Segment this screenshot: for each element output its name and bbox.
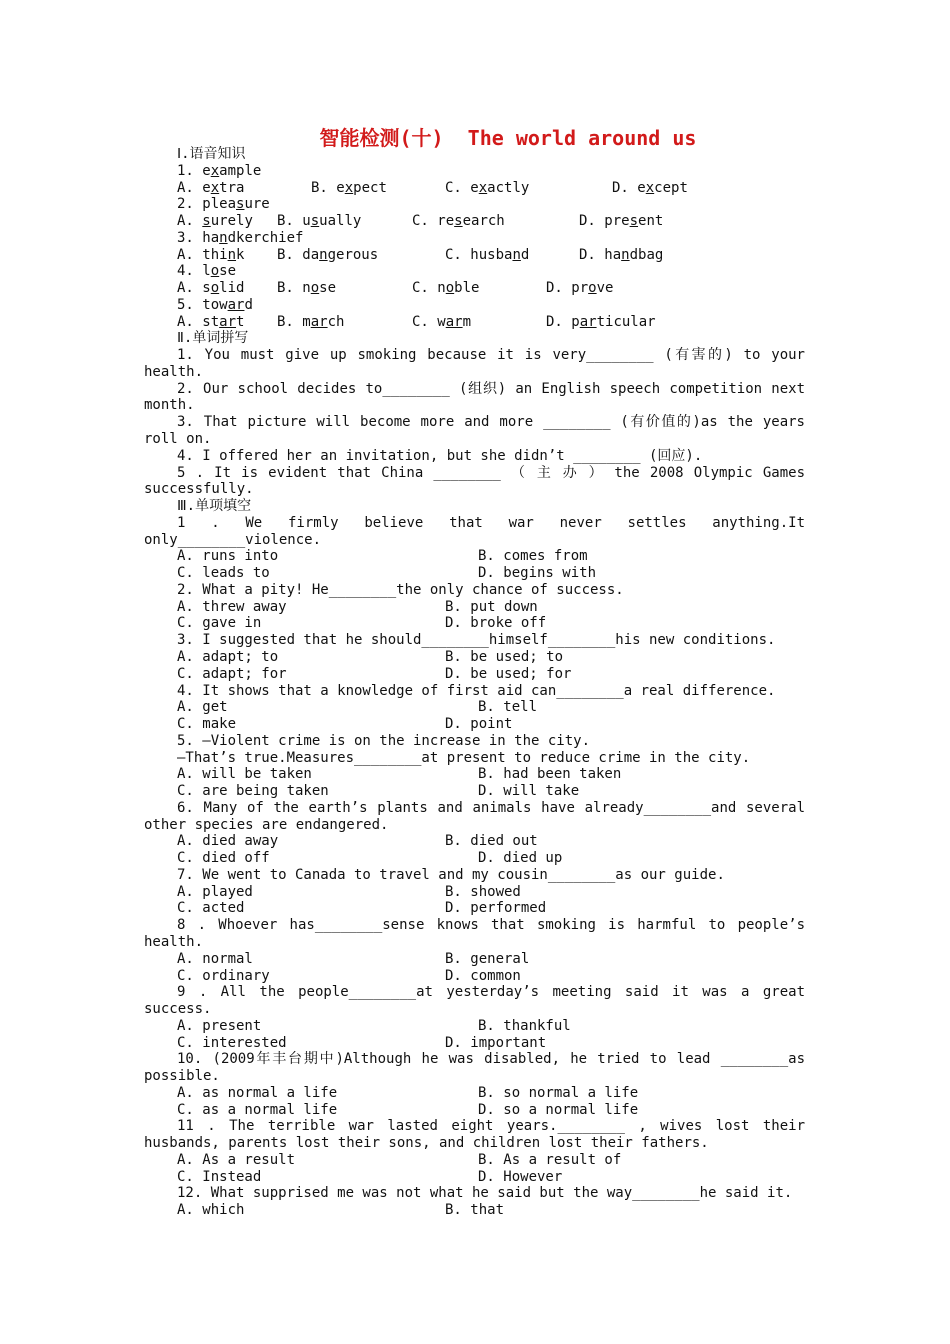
- question-line: [0, 448, 950, 465]
- option: A. As a result: [177, 1151, 296, 1168]
- option-row: [0, 548, 950, 565]
- option: A. get: [177, 699, 228, 716]
- question-line: [0, 414, 950, 431]
- question-text: 3. I suggested that he should________himself________his new conditions.: [177, 632, 776, 649]
- option: D. broke off: [445, 615, 547, 632]
- question-text: 2. What a pity! He________the only chance of success.: [177, 581, 624, 598]
- word-stem: 5. toward: [177, 296, 253, 313]
- question-text-wrap: —That’s true.Measures________at present to reduce crime in the city.: [177, 749, 751, 766]
- option-row: [0, 1152, 950, 1169]
- option: A. start: [177, 313, 245, 330]
- question-text: 8 . Whoever has________sense knows that smoking is harmful to people’s: [177, 917, 805, 934]
- section-heading: Ⅰ.语音知识: [177, 146, 246, 162]
- question-line: [0, 917, 950, 934]
- option: B. expect: [311, 179, 387, 196]
- question-continuation: [0, 431, 950, 448]
- question-text: 4. I offered her an invitation, but she didn’t ________ (回应).: [177, 447, 703, 464]
- option-row: [0, 951, 950, 968]
- question-line: [0, 1051, 950, 1068]
- option: B. dangerous: [277, 246, 379, 263]
- option-row: [0, 1202, 950, 1219]
- option: D. point: [445, 716, 513, 733]
- option: D. handbag: [579, 246, 664, 263]
- option: A. as normal a life: [177, 1084, 338, 1101]
- option-row: [0, 1169, 950, 1186]
- option: B. be used; to: [445, 648, 564, 665]
- question-text: 9 . All the people________at yesterday’s meeting said it was a great: [177, 984, 805, 1001]
- option-row: [0, 716, 950, 733]
- question-continuation: [0, 397, 950, 414]
- option: A. runs into: [177, 548, 279, 565]
- section-heading: Ⅲ.单项填空: [177, 498, 252, 515]
- question-line: [0, 800, 950, 817]
- option-row: [0, 565, 950, 582]
- question-text: 4. It shows that a knowledge of first aid can________a real difference.: [177, 682, 776, 699]
- question-text: 5. —Violent crime is on the increase in the city.: [177, 732, 591, 749]
- option: C. as a normal life: [177, 1101, 338, 1118]
- option: B. had been taken: [478, 766, 622, 783]
- word-stem: 3. handkerchief: [177, 229, 304, 246]
- question-text-wrap: possible.: [144, 1068, 220, 1085]
- option-row: [0, 615, 950, 632]
- option-row: [0, 213, 950, 230]
- option-row: [0, 766, 950, 783]
- question-line: [0, 347, 950, 364]
- option-row: [0, 649, 950, 666]
- option: D. will take: [478, 783, 580, 800]
- option-row: [0, 280, 950, 297]
- option: B. usually: [277, 213, 362, 230]
- option-row: [0, 833, 950, 850]
- section-heading: [0, 146, 950, 163]
- question-text-wrap: health.: [144, 363, 204, 380]
- exercise-content: [0, 146, 950, 1219]
- question-text: 5 . It is evident that China ________ （ 主 办 ） the 2008 Olympic Games: [177, 464, 805, 481]
- question-text-wrap: month.: [144, 397, 195, 414]
- option: A. think: [177, 246, 245, 263]
- option: A. solid: [177, 280, 245, 297]
- option: C. adapt; for: [177, 665, 287, 682]
- page-title: 智能检测(十) The world around us: [319, 126, 697, 150]
- option: C. Instead: [177, 1168, 262, 1185]
- option-row: [0, 968, 950, 985]
- question-text: 3. That picture will become more and more ________ (有价值的)as the years: [177, 414, 805, 431]
- question-line: [0, 683, 950, 700]
- option: A. will be taken: [177, 766, 312, 783]
- question-line: [0, 632, 950, 649]
- option-row: [0, 850, 950, 867]
- option: D. prove: [546, 280, 614, 297]
- option: C. warm: [412, 313, 472, 330]
- option: B. nose: [277, 280, 337, 297]
- question-continuation: [0, 481, 950, 498]
- question-stem: [0, 263, 950, 280]
- question-stem: [0, 163, 950, 180]
- question-text-wrap: other species are endangered.: [144, 816, 389, 833]
- option: B. comes from: [478, 548, 588, 565]
- question-continuation: [0, 1068, 950, 1085]
- question-text-wrap: husbands, parents lost their sons, and children lost their fathers.: [144, 1135, 709, 1152]
- option: A. played: [177, 883, 253, 900]
- question-text: 12. What supprised me was not what he said but the way________he said it.: [177, 1185, 793, 1202]
- word-stem: 1. example: [177, 162, 262, 179]
- option-row: [0, 1018, 950, 1035]
- question-line: [0, 515, 950, 532]
- option: B. tell: [478, 699, 538, 716]
- question-line: [0, 582, 950, 599]
- question-text: 6. Many of the earth’s plants and animals have already________and several: [177, 799, 805, 816]
- question-continuation: [0, 532, 950, 549]
- option: B. march: [277, 313, 345, 330]
- option: C. interested: [177, 1034, 287, 1051]
- question-line: [0, 733, 950, 750]
- option: D. so a normal life: [478, 1101, 639, 1118]
- option: B. that: [445, 1202, 505, 1219]
- question-line: [0, 984, 950, 1001]
- option-row: [0, 180, 950, 197]
- option: D. except: [612, 179, 688, 196]
- question-stem: [0, 196, 950, 213]
- option-row: [0, 314, 950, 331]
- option: C. make: [177, 716, 237, 733]
- option: D. particular: [546, 313, 656, 330]
- option: D. common: [445, 967, 521, 984]
- option-row: [0, 884, 950, 901]
- option: D. be used; for: [445, 665, 572, 682]
- option: A. died away: [177, 833, 279, 850]
- option: B. showed: [445, 883, 521, 900]
- question-text: 2. Our school decides to________ (组织) an English speech competition next: [177, 380, 805, 397]
- question-continuation: [0, 817, 950, 834]
- option: B. thankful: [478, 1017, 571, 1034]
- option: D. performed: [445, 900, 547, 917]
- option-row: [0, 1102, 950, 1119]
- option: B. put down: [445, 598, 538, 615]
- option: C. husband: [445, 246, 530, 263]
- question-continuation: [0, 364, 950, 381]
- option: C. research: [412, 213, 505, 230]
- question-continuation: [0, 1001, 950, 1018]
- question-stem: [0, 230, 950, 247]
- question-continuation: [0, 750, 950, 767]
- section-heading: [0, 330, 950, 347]
- option: A. adapt; to: [177, 648, 279, 665]
- option: C. exactly: [445, 179, 530, 196]
- option: C. ordinary: [177, 967, 270, 984]
- option-row: [0, 1035, 950, 1052]
- question-text: 10. (2009年丰台期中)Although he was disabled, he tried to lead ________as: [177, 1051, 805, 1068]
- question-line: [0, 1118, 950, 1135]
- question-text: 11 . The terrible war lasted eight years.________ , wives lost their: [177, 1118, 805, 1135]
- question-text-wrap: success.: [144, 1001, 212, 1018]
- question-line: [0, 867, 950, 884]
- option: D. present: [579, 213, 664, 230]
- option: B. so normal a life: [478, 1084, 639, 1101]
- question-line: [0, 1185, 950, 1202]
- section-heading: Ⅱ.单词拼写: [177, 330, 249, 347]
- option: A. normal: [177, 950, 253, 967]
- option: C. gave in: [177, 615, 262, 632]
- option-row: [0, 247, 950, 264]
- question-text: 1 . We firmly believe that war never settles anything.It: [177, 514, 805, 531]
- question-text-wrap: only________violence.: [144, 531, 322, 548]
- section-heading: [0, 498, 950, 515]
- option: D. died up: [478, 850, 563, 867]
- question-line: [0, 381, 950, 398]
- option: B. died out: [445, 833, 538, 850]
- word-stem: 2. pleasure: [177, 196, 270, 213]
- option: C. died off: [177, 850, 270, 867]
- option: B. As a result of: [478, 1151, 622, 1168]
- option-row: [0, 1085, 950, 1102]
- word-stem: 4. lose: [177, 263, 237, 280]
- option: A. present: [177, 1017, 262, 1034]
- option: B. general: [445, 950, 530, 967]
- question-text-wrap: health.: [144, 933, 204, 950]
- question-text-wrap: roll on.: [144, 431, 212, 448]
- option: A. surely: [177, 213, 253, 230]
- option: A. extra: [177, 179, 245, 196]
- option: D. important: [445, 1034, 547, 1051]
- option: C. acted: [177, 900, 245, 917]
- option-row: [0, 699, 950, 716]
- option: C. are being taken: [177, 783, 329, 800]
- question-text: 1. You must give up smoking because it is very________ (有害的) to your: [177, 347, 805, 364]
- question-text-wrap: successfully.: [144, 481, 254, 498]
- option-row: [0, 666, 950, 683]
- option: A. threw away: [177, 598, 287, 615]
- question-stem: [0, 297, 950, 314]
- option: C. leads to: [177, 565, 270, 582]
- option-row: [0, 783, 950, 800]
- option: A. which: [177, 1202, 245, 1219]
- option: D. However: [478, 1168, 563, 1185]
- option-row: [0, 599, 950, 616]
- option: C. noble: [412, 280, 480, 297]
- option-row: [0, 900, 950, 917]
- question-continuation: [0, 934, 950, 951]
- question-continuation: [0, 1135, 950, 1152]
- question-text: 7. We went to Canada to travel and my cousin________as our guide.: [177, 866, 725, 883]
- option: D. begins with: [478, 565, 597, 582]
- question-line: [0, 465, 950, 482]
